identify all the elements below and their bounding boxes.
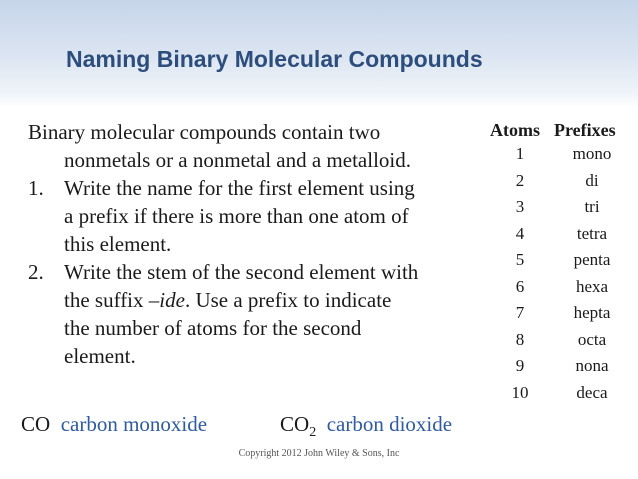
- intro-line-1: Binary molecular compounds contain two: [28, 120, 381, 144]
- atom-count: 10: [511, 382, 529, 402]
- prefix-word: octa: [577, 329, 607, 349]
- step-2-line-1: Write the stem of the second element with: [64, 260, 419, 284]
- prefix-row: [490, 275, 632, 302]
- body-text: [28, 118, 490, 370]
- step-1-line-1: Write the name for the first element using: [64, 176, 415, 200]
- atom-count: 9: [515, 356, 525, 375]
- compound-name: carbon monoxide: [60, 412, 208, 436]
- prefix-row: [490, 142, 632, 169]
- atoms-header: Atoms: [490, 120, 540, 140]
- prefix-word: mono: [572, 144, 612, 163]
- prefix-word: penta: [573, 250, 611, 269]
- slide-title: Naming Binary Molecular Compounds: [66, 46, 483, 72]
- prefix-word: hepta: [573, 303, 611, 322]
- prefix-row: [490, 169, 632, 196]
- atom-count: 2: [515, 170, 525, 190]
- prefix-rows: [490, 142, 632, 407]
- step-2-text: . Use a prefix to indicate: [184, 288, 392, 312]
- prefix-row: [490, 301, 632, 328]
- prefix-row: [490, 381, 632, 408]
- atom-count: 5: [515, 250, 525, 269]
- prefixes-header: Prefixes: [554, 120, 616, 140]
- step-2-line-4: element.: [64, 344, 136, 368]
- prefix-table: [490, 118, 632, 407]
- prefix-word: tri: [584, 197, 600, 216]
- formula-subscript: 2: [309, 425, 317, 440]
- chemical-formula: CO: [280, 412, 310, 436]
- intro-line-2: nonmetals or a nonmetal and a metalloid.: [64, 148, 411, 172]
- step-2-text: the suffix: [64, 288, 149, 312]
- example-co2: [280, 410, 452, 438]
- prefix-row: [490, 248, 632, 275]
- step-number: 1.: [28, 176, 44, 200]
- prefix-row: [490, 354, 632, 381]
- step-1: [28, 174, 490, 258]
- atom-count: 6: [515, 276, 525, 296]
- example-co: [21, 410, 207, 438]
- atom-count: 8: [515, 329, 525, 349]
- step-2-line-2: [64, 286, 490, 314]
- step-1-line-2: a prefix if there is more than one atom of: [64, 204, 409, 228]
- prefix-word: di: [585, 170, 599, 190]
- compound-name: carbon dioxide: [326, 412, 453, 436]
- atom-count: 3: [515, 197, 525, 216]
- prefix-row: [490, 328, 632, 355]
- step-number: 2.: [28, 260, 44, 284]
- atom-count: 4: [515, 223, 525, 243]
- step-2: [28, 258, 490, 370]
- prefix-word: tetra: [576, 223, 608, 243]
- prefix-table-header: [490, 118, 632, 142]
- intro-paragraph: [28, 118, 490, 174]
- prefix-word: nona: [575, 356, 609, 375]
- atom-count: 1: [515, 144, 525, 163]
- suffix-ide: –ide: [148, 288, 185, 312]
- atom-count: 7: [515, 303, 525, 322]
- prefix-row: [490, 222, 632, 249]
- chemical-formula: CO: [21, 412, 51, 436]
- prefix-word: hexa: [575, 276, 609, 296]
- prefix-row: [490, 195, 632, 222]
- step-2-line-3: the number of atoms for the second: [64, 316, 362, 340]
- prefix-word: deca: [576, 382, 608, 402]
- copyright-notice: Copyright 2012 John Wiley & Sons, Inc: [238, 448, 400, 459]
- step-1-line-3: this element.: [64, 232, 172, 256]
